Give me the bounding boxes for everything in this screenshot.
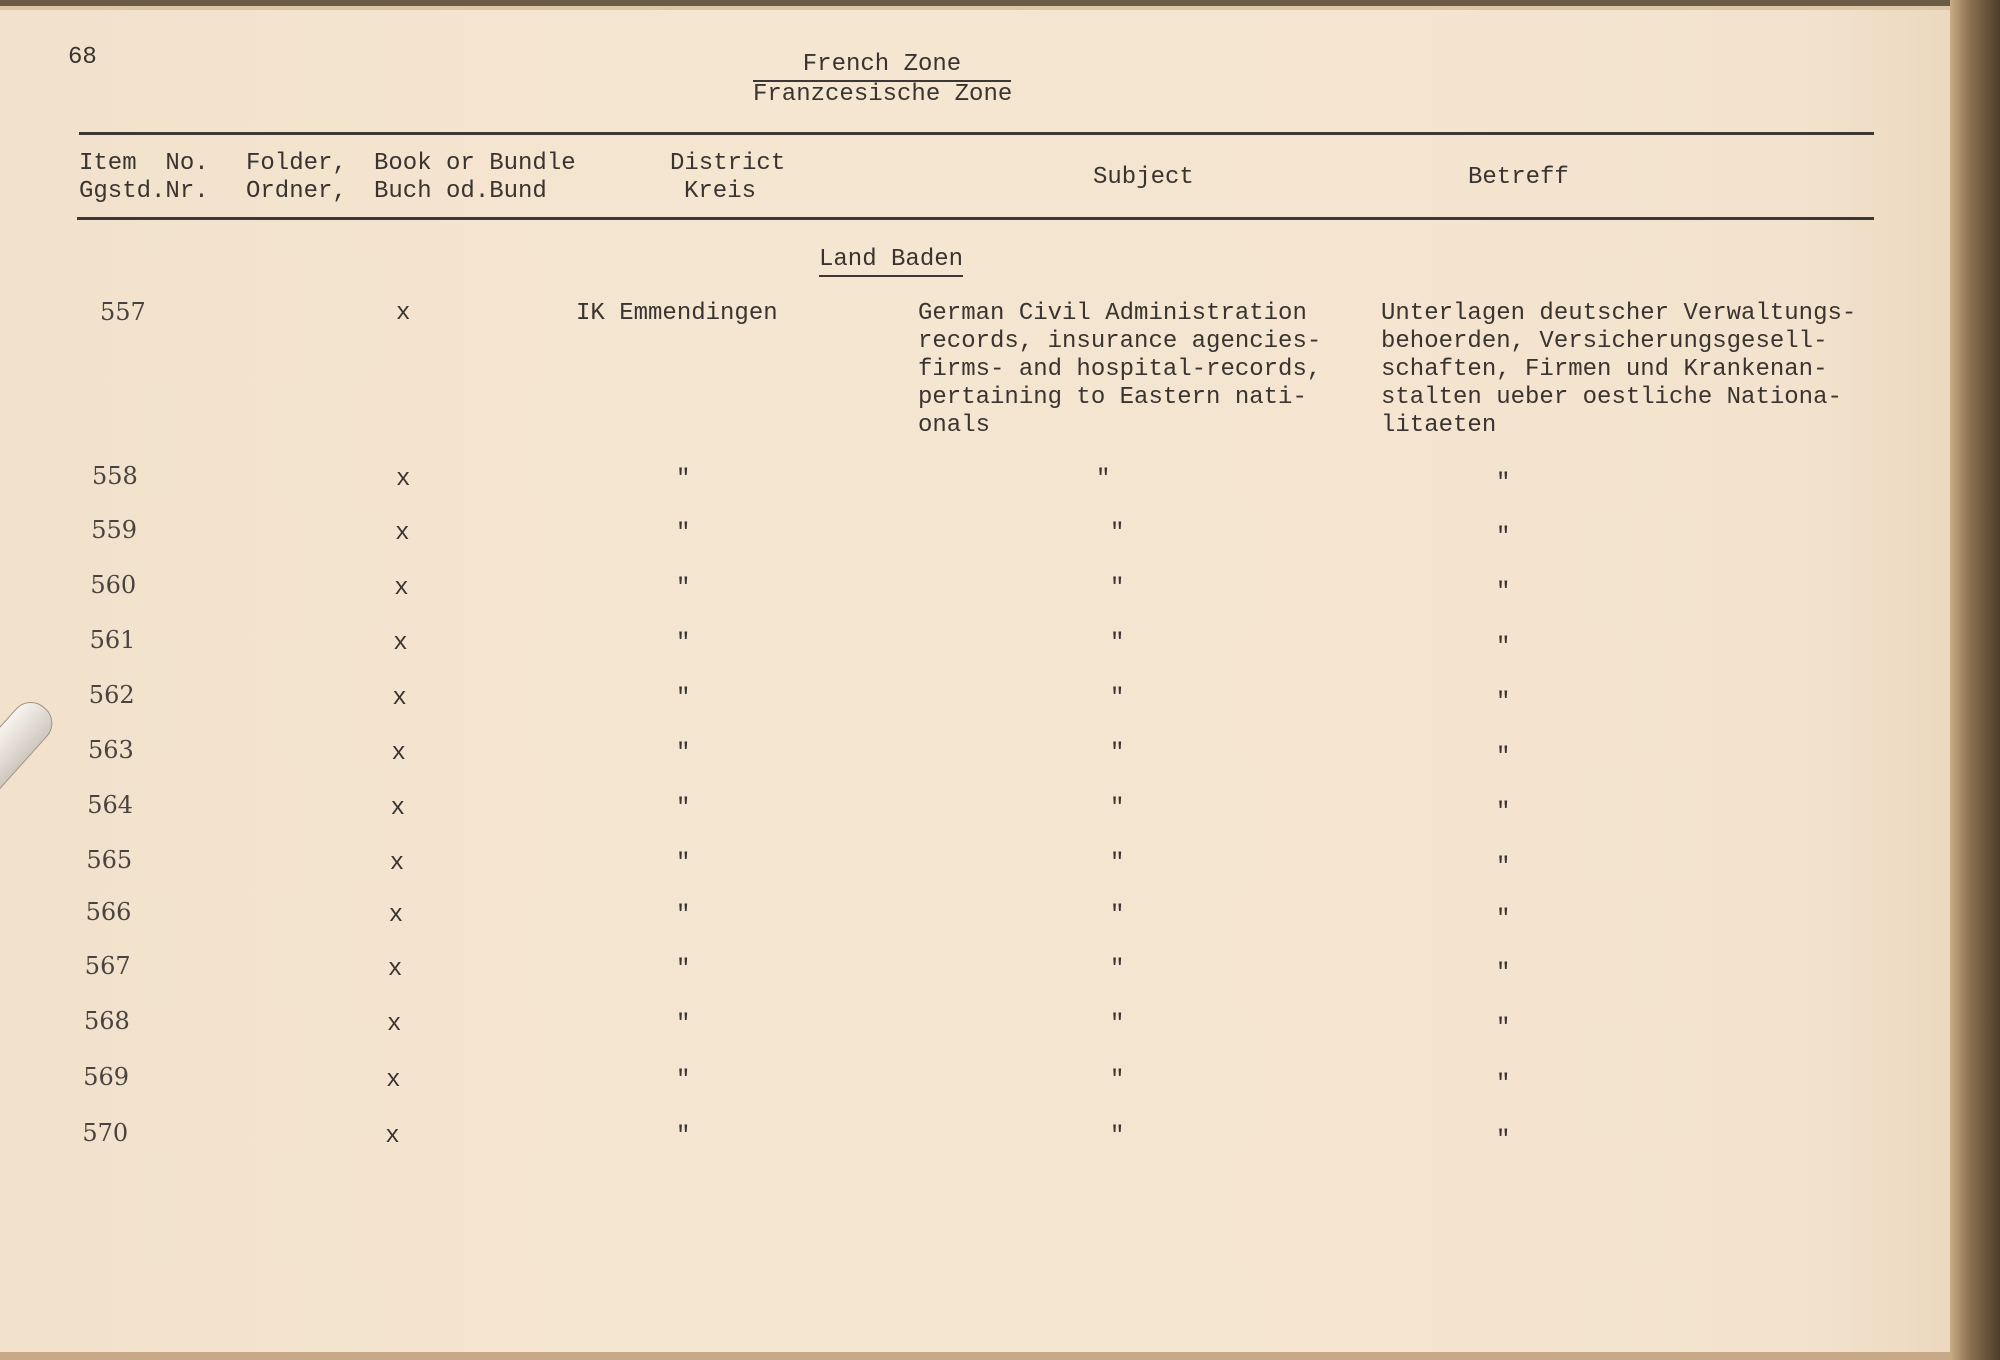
betreff-ditto: " <box>1496 689 1511 716</box>
page-bottom-edge <box>0 1352 1950 1360</box>
col-betreff: Betreff <box>1468 164 1569 191</box>
col-book-de: Buch od.Bund <box>374 178 547 205</box>
betreff-ditto: " <box>1496 744 1511 771</box>
page-top-edge-light <box>0 6 2000 10</box>
item-number: 559 <box>91 516 137 544</box>
page-number: 68 <box>68 44 97 71</box>
district-ditto: " <box>676 466 691 493</box>
item-number: 557 <box>100 298 146 326</box>
col-folder-en: Folder, <box>246 150 347 177</box>
title-english: French Zone <box>753 51 1011 82</box>
subject-ditto: " <box>1110 956 1125 983</box>
subject-ditto: " <box>1110 740 1125 767</box>
district-ditto: " <box>676 795 691 822</box>
col-item-en: Item No. <box>79 150 209 177</box>
subject-ditto: " <box>1110 1123 1125 1150</box>
col-item-de: Ggstd.Nr. <box>79 178 209 205</box>
betreff-ditto: " <box>1496 1071 1511 1098</box>
subject-ditto: " <box>1110 1067 1125 1094</box>
book-mark: x <box>389 850 405 877</box>
item-number: 558 <box>92 462 138 490</box>
book-mark: x <box>385 1123 400 1150</box>
subject-ditto: " <box>1110 795 1125 822</box>
betreff-ditto: " <box>1496 634 1511 661</box>
book-mark: x <box>388 902 404 929</box>
item-number: 563 <box>88 736 134 764</box>
subject-ditto: " <box>1110 850 1125 877</box>
book-mark: x <box>396 300 411 327</box>
item-number: 566 <box>85 898 132 926</box>
item-number: 564 <box>87 791 133 819</box>
title-german: Franzcesische Zone <box>753 81 1013 108</box>
header-bottom-rule <box>77 217 1874 220</box>
item-number: 569 <box>83 1063 129 1091</box>
subject-ditto: " <box>1110 1011 1125 1038</box>
subject: German Civil Administration records, insurance agencies- firms- and hospital-records, pertaining to Eastern nati- onals <box>918 300 1322 439</box>
district-ditto: " <box>676 630 691 657</box>
betreff-ditto: " <box>1496 1015 1511 1042</box>
betreff-ditto: " <box>1496 906 1511 933</box>
item-number: 560 <box>90 571 137 599</box>
book-mark: x <box>387 956 403 983</box>
book-mark: x <box>386 1067 401 1094</box>
header-top-rule <box>79 132 1874 135</box>
district-ditto: " <box>676 740 691 767</box>
item-number: 570 <box>82 1119 129 1147</box>
item-number: 565 <box>86 846 133 874</box>
col-subject: Subject <box>1093 164 1194 191</box>
district-ditto: " <box>676 850 691 877</box>
book-mark: x <box>395 520 410 547</box>
betreff-ditto: " <box>1496 470 1511 497</box>
col-folder-de: Ordner, <box>246 178 347 205</box>
book-binding <box>1950 0 2000 1360</box>
district-ditto: " <box>676 902 691 929</box>
item-number: 567 <box>84 952 131 980</box>
page-clip <box>0 694 61 805</box>
district-ditto: " <box>676 520 691 547</box>
subject-ditto: " <box>1110 685 1125 712</box>
betreff-ditto: " <box>1496 960 1511 987</box>
district-ditto: " <box>676 685 691 712</box>
district-ditto: " <box>676 1067 691 1094</box>
subject-ditto: " <box>1110 902 1125 929</box>
district-ditto: " <box>676 575 691 602</box>
district-ditto: " <box>676 956 691 983</box>
subject-ditto: " <box>1096 466 1111 493</box>
col-book-en: Book or Bundle <box>374 150 576 177</box>
district-ditto: " <box>676 1123 691 1150</box>
betreff-ditto: " <box>1496 1127 1511 1154</box>
col-district-de: Kreis <box>684 178 757 205</box>
betreff-ditto: " <box>1496 854 1511 881</box>
book-mark: x <box>393 630 408 657</box>
betreff-ditto: " <box>1496 799 1511 826</box>
book-mark: x <box>390 795 405 822</box>
district-ditto: " <box>676 1011 691 1038</box>
book-mark: x <box>391 740 406 767</box>
col-district-en: District <box>670 150 786 177</box>
betreff-ditto: " <box>1496 524 1511 551</box>
subject-ditto: " <box>1110 520 1125 547</box>
section-heading: Land Baden <box>819 246 963 277</box>
betreff: Unterlagen deutscher Verwaltungs- behoerden, Versicherungsgesell- schaften, Firmen und Krankenan- stalten ueber oestliche Nationa- litaeten <box>1381 300 1857 439</box>
book-mark: x <box>396 466 411 493</box>
item-number: 561 <box>89 626 136 654</box>
betreff-ditto: " <box>1496 579 1511 606</box>
subject-ditto: " <box>1110 575 1125 602</box>
district: IK Emmendingen <box>576 300 778 327</box>
book-mark: x <box>394 575 409 602</box>
book-mark: x <box>392 685 407 712</box>
item-number: 568 <box>84 1007 130 1035</box>
subject-ditto: " <box>1110 630 1125 657</box>
book-mark: x <box>387 1011 402 1038</box>
item-number: 562 <box>88 681 135 709</box>
